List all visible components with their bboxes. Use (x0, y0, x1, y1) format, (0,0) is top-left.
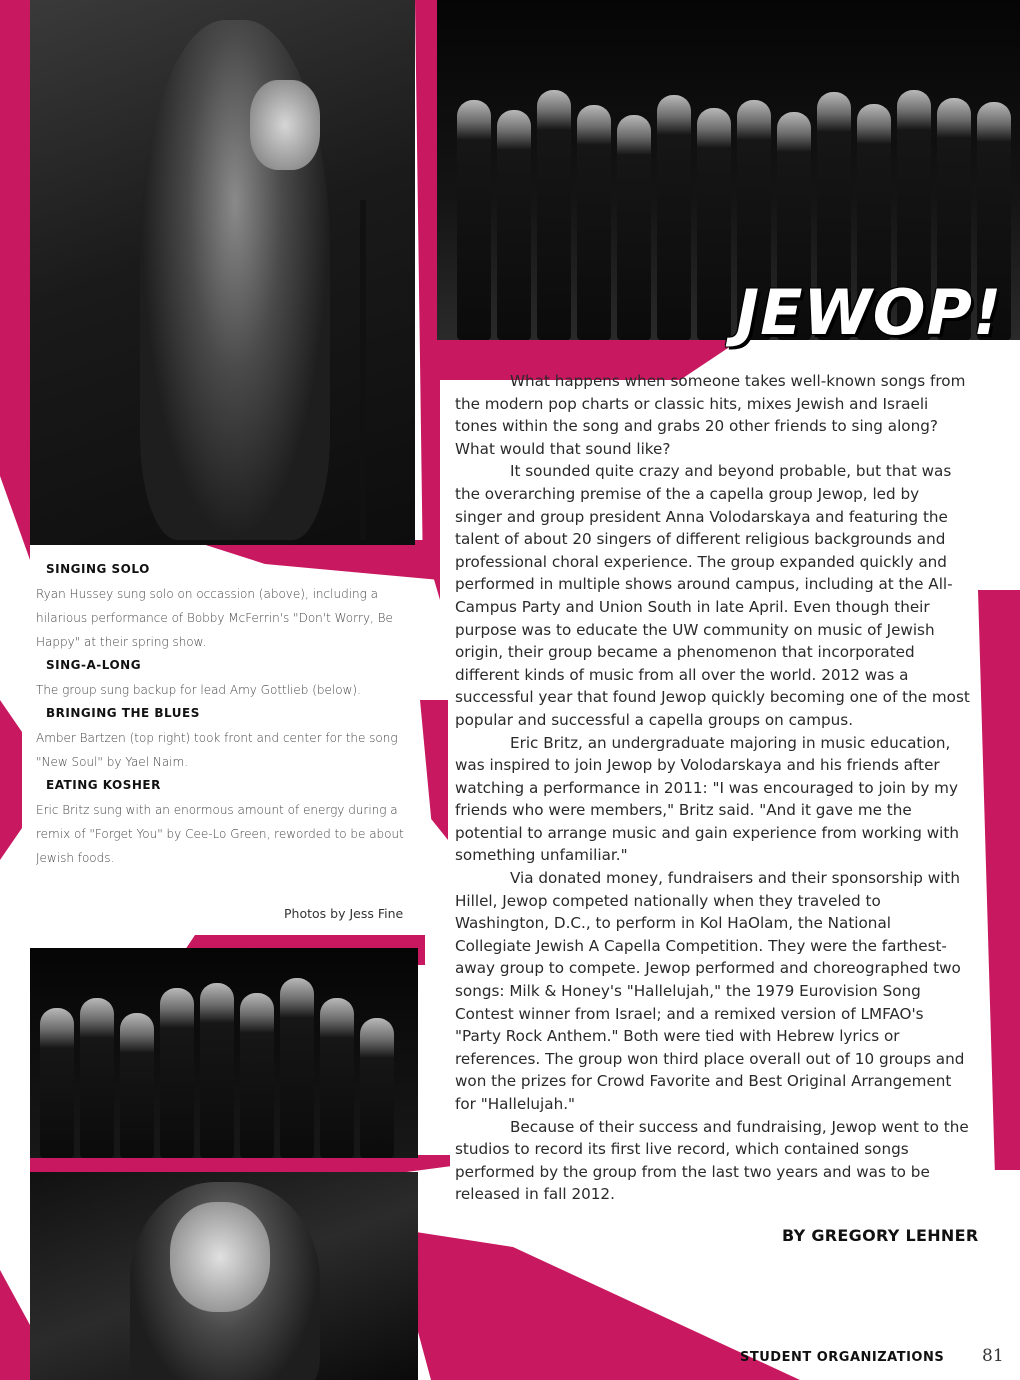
article-paragraph: Because of their success and fundraising, Jewop went to the studios to record its first live record, which contained songs performed by the group from the last two years and was to be released in fall 2012. (455, 1117, 969, 1204)
caption-text: Eric Britz sung with an enormous amount of energy during a remix of "Forget You" by Cee-Lo Green, reworded to be about Jewish foods. (36, 803, 404, 865)
accent-shape-left-edge (0, 700, 22, 860)
caption-list (22, 562, 420, 874)
article-paragraph: It sounded quite crazy and beyond probable, but that was the overarching premise of the a capella group Jewop, led by singer and group president Anna Volodarskaya and featuring the talent of about 20 singers of different religious backgrounds and professional choral experience. The group expanded quickly and performed in multiple shows around campus, including at the All-Campus Party and Union South in late April. Even though their purpose was to educate the UW community on music of Jewish origin, their group became a phenomenon that incorporated different kinds of music from all over the world. 2012 was a successful year that found Jewop quickly becoming one of the most popular and successful a capella groups on campus. (455, 462, 970, 729)
caption-heading: EATING KOSHER (46, 778, 161, 792)
photo-singer-bottom (30, 1172, 418, 1380)
photo-credit: Photos by Jess Fine (284, 906, 404, 921)
page-number: 81 (982, 1346, 1004, 1366)
caption-text: Amber Bartzen (top right) took front and center for the song "New Soul" by Yael Naim. (36, 731, 398, 769)
caption-sing-a-long (22, 658, 420, 702)
caption-text: The group sung backup for lead Amy Gottlieb (below). (36, 683, 361, 697)
caption-heading: BRINGING THE BLUES (46, 706, 200, 720)
caption-bringing-the-blues (22, 706, 420, 774)
accent-shape-left-top (0, 0, 30, 560)
caption-eating-kosher (22, 778, 420, 870)
caption-text: Ryan Hussey sung solo on occassion (above), including a hilarious performance of Bobby McFerrin's "Don't Worry, Be Happy" at their spring show. (36, 587, 393, 649)
byline: BY GREGORY LEHNER (782, 1226, 979, 1245)
caption-heading: SINGING SOLO (46, 562, 150, 576)
caption-heading: SING-A-LONG (46, 658, 142, 672)
accent-shape-bottom-right (390, 1190, 800, 1380)
section-label: STUDENT ORGANIZATIONS (740, 1350, 945, 1365)
page-title: JEWOP! (736, 276, 1003, 349)
article-paragraph: What happens when someone takes well-known songs from the modern pop charts or classic hits, mixes Jewish and Israeli tones within the song and grabs 20 other friends to sing along? What would that sound like? (455, 372, 966, 458)
caption-singing-solo (22, 562, 420, 654)
accent-shape-right-edge (978, 590, 1020, 1170)
photo-soloist (30, 0, 415, 545)
accent-shape-center-edge (420, 700, 448, 840)
article-paragraph: Via donated money, fundraisers and their sponsorship with Hillel, Jewop competed nationally when they traveled to Washington, D.C., to perform in Kol HaOlam, the National Collegiate Jewish A Capella Competition. They were the farthest-away group to compete. Jewop performed and choreographed two songs: Milk & Honey's "Hallelujah," the 1979 Eurovision Song Contest winner from Israel; and a remixed version of LMFAO's "Party Rock Anthem." Both were tied with Hebrew lyrics or references. The group won third place overall out of 10 groups and won the prizes for Crowd Favorite and Best Original Arrangement for "Hallelujah." (455, 869, 965, 1113)
article-paragraph: Eric Britz, an undergraduate majoring in music education, was inspired to join Jewop by Volodarskaya and his friends after watching a performance in 2011: "I was encouraged to join by my friends who were members," Britz said. "And it gave me the potential to arrange music and gain experience from working with something unfamiliar." (455, 733, 959, 865)
article-body (455, 370, 970, 1206)
photo-choir-middle (30, 948, 418, 1158)
